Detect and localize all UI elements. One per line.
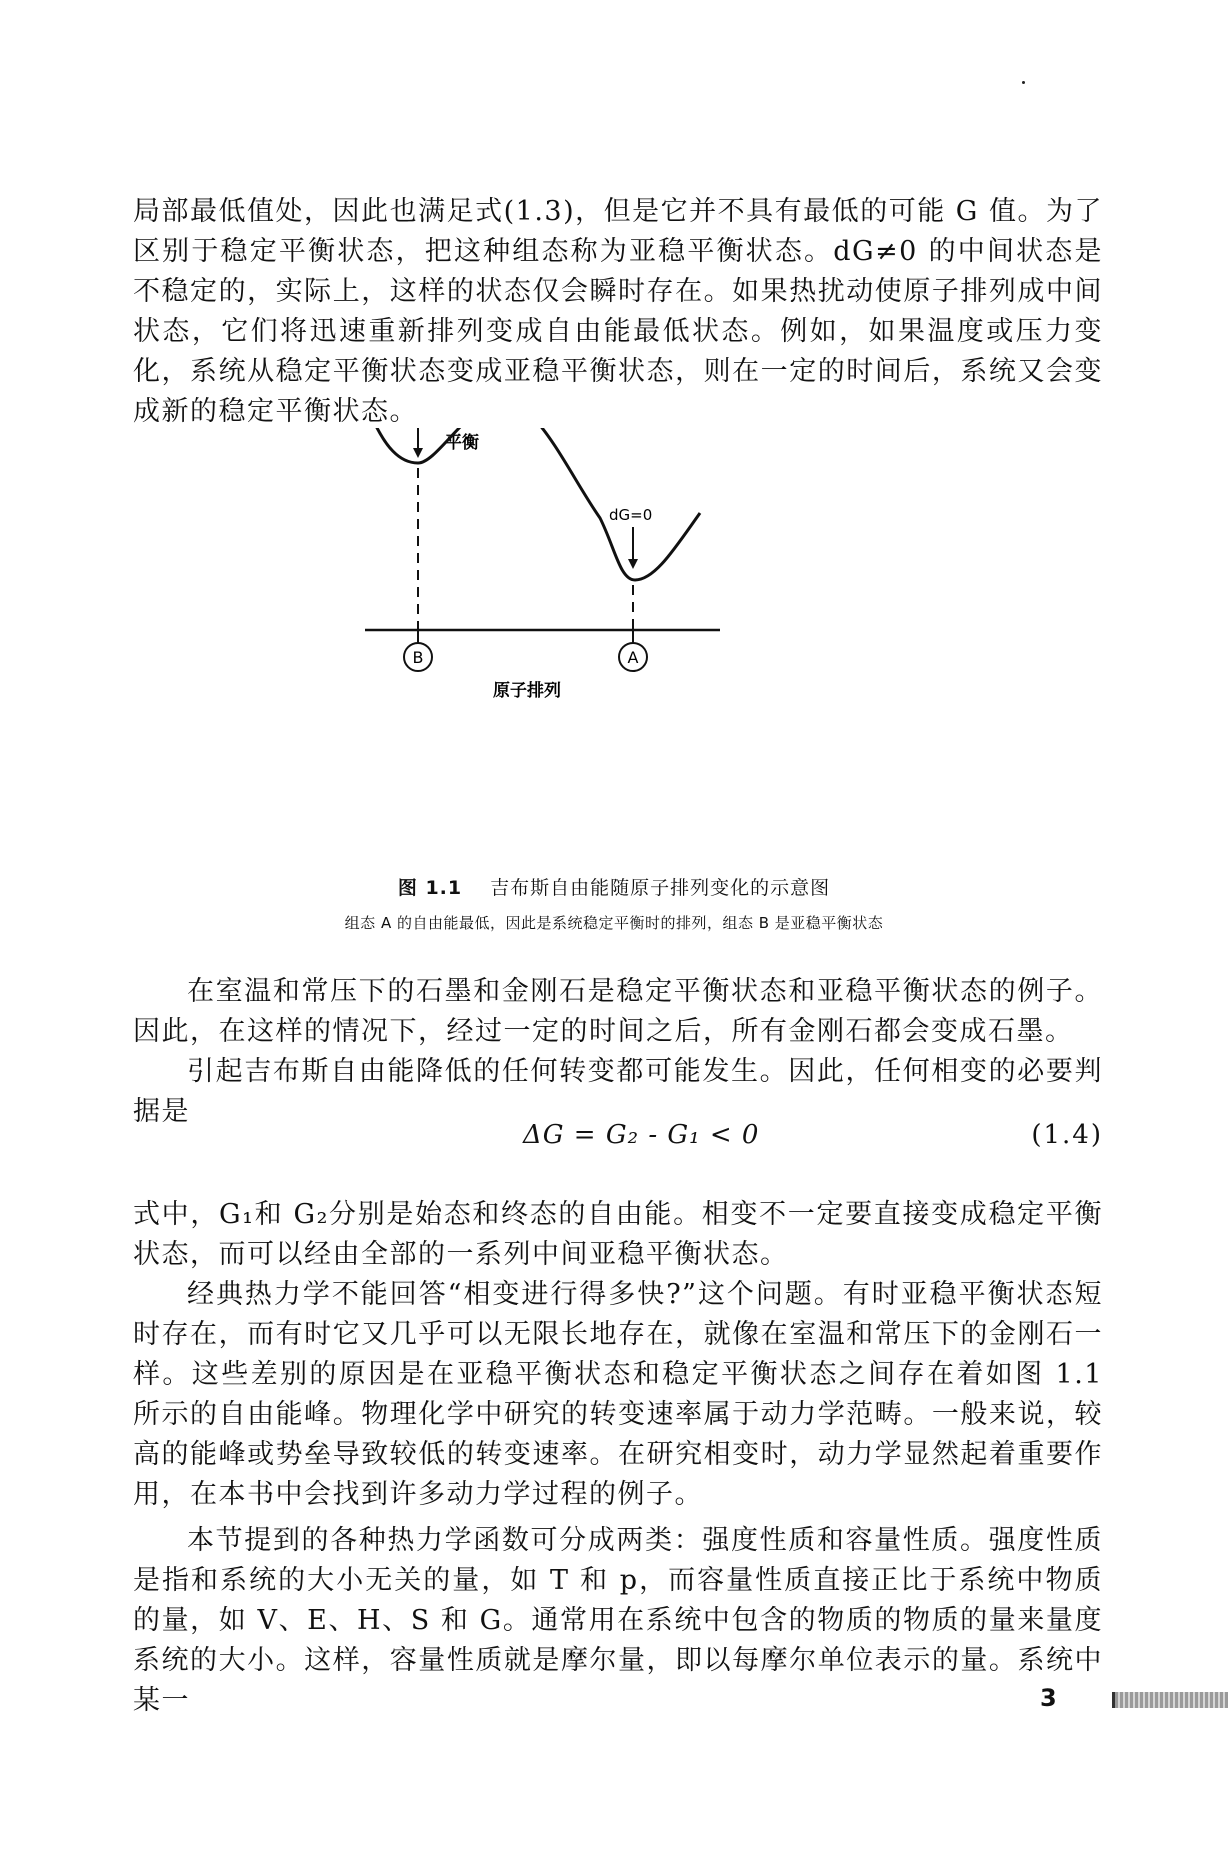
arrow-right-head (628, 559, 638, 569)
gibbs-energy-diagram (365, 428, 865, 858)
equation-number: (1.4) (1031, 1120, 1103, 1150)
figure-title: 吉布斯自由能随原子排列变化的示意图 (490, 877, 831, 899)
marker-b: B (412, 648, 424, 667)
arrow-left-head (413, 448, 423, 458)
page-number: 3 (1040, 1684, 1057, 1712)
marker-a: A (627, 648, 639, 667)
paragraph-kinetics: 经典热力学不能回答“相变进行得多快?”这个问题。有时亚稳平衡状态短时存在，而有时它又几乎可以无限长地存在，就像在室温和常压下的金刚石一样。这些差别的原因是在亚稳平衡状态和稳定平衡状态之间存在着如图 1.1 所示的自由能峰。物理化学中研究的转变速率属于动力学范畴。一般来说，较高的能峰或势垒导致较低的转变速率。在研究相变时，动力学显然起着重要作用，在本书中会找到许多动力学过程的例子。 (133, 1279, 1103, 1510)
x-axis-label: 原子排列 (493, 681, 561, 701)
paragraph-metastable-intro: 局部最低值处，因此也满足式(1.3)，但是它并不具有最低的可能 G 值。为了区别于稳定平衡状态，把这种组态称为亚稳平衡状态。dG≠0 的中间状态是不稳定的，实际上，这样的状态仅会瞬时存在。如果热扰动使原子排列成中间状态，它们将迅速重新排列变成自由能最低状态。例如，如果温度或压力变化，系统从稳定平衡状态变成亚稳平衡状态，则在一定的时间后，系统又会变成新的稳定平衡状态。 (133, 196, 1103, 427)
paragraph-equation-explain: 式中，G₁和 G₂分别是始态和终态的自由能。相变不一定要直接变成稳定平衡状态，而可以经由全部的一系列中间亚稳平衡状态。 (133, 1199, 1103, 1270)
paragraph-criterion: 引起吉布斯自由能降低的任何转变都可能发生。因此，任何相变的必要判据是 (133, 1056, 1103, 1127)
footer-decoration (1112, 1692, 1228, 1708)
figure-subcaption: 组态 A 的自由能最低，因此是系统稳定平衡时的排列，组态 B 是亚稳平衡状态 (344, 914, 884, 932)
arrow-label-right: dG=0 (609, 506, 653, 524)
paragraph-properties: 本节提到的各种热力学函数可分成两类：强度性质和容量性质。强度性质是指和系统的大小无关的量，如 T 和 p，而容量性质直接正比于系统中物质的量，如 V、E、H、S 和 G。通常用在系统中包含的物质的物质的量来量度系统的大小。这样，容量性质就是摩尔量，即以每摩尔单位表示的量。系统中某一 (133, 1525, 1103, 1716)
figure-caption (0, 873, 1228, 900)
page-mark (1022, 81, 1025, 84)
top-label: 平衡 (445, 433, 479, 453)
figure-number: 图 1.1 (397, 877, 463, 899)
page-footer (1040, 1680, 1228, 1720)
paragraph-graphite-diamond: 在室温和常压下的石墨和金刚石是稳定平衡状态和亚稳平衡状态的例子。因此，在这样的情况下，经过一定的时间之后，所有金刚石都会变成石墨。 (133, 976, 1103, 1047)
equation-1-4 (133, 1115, 1103, 1155)
equation-formula: ΔG = G₂ - G₁ < 0 (523, 1120, 760, 1150)
figure-gibbs-energy (365, 428, 865, 858)
